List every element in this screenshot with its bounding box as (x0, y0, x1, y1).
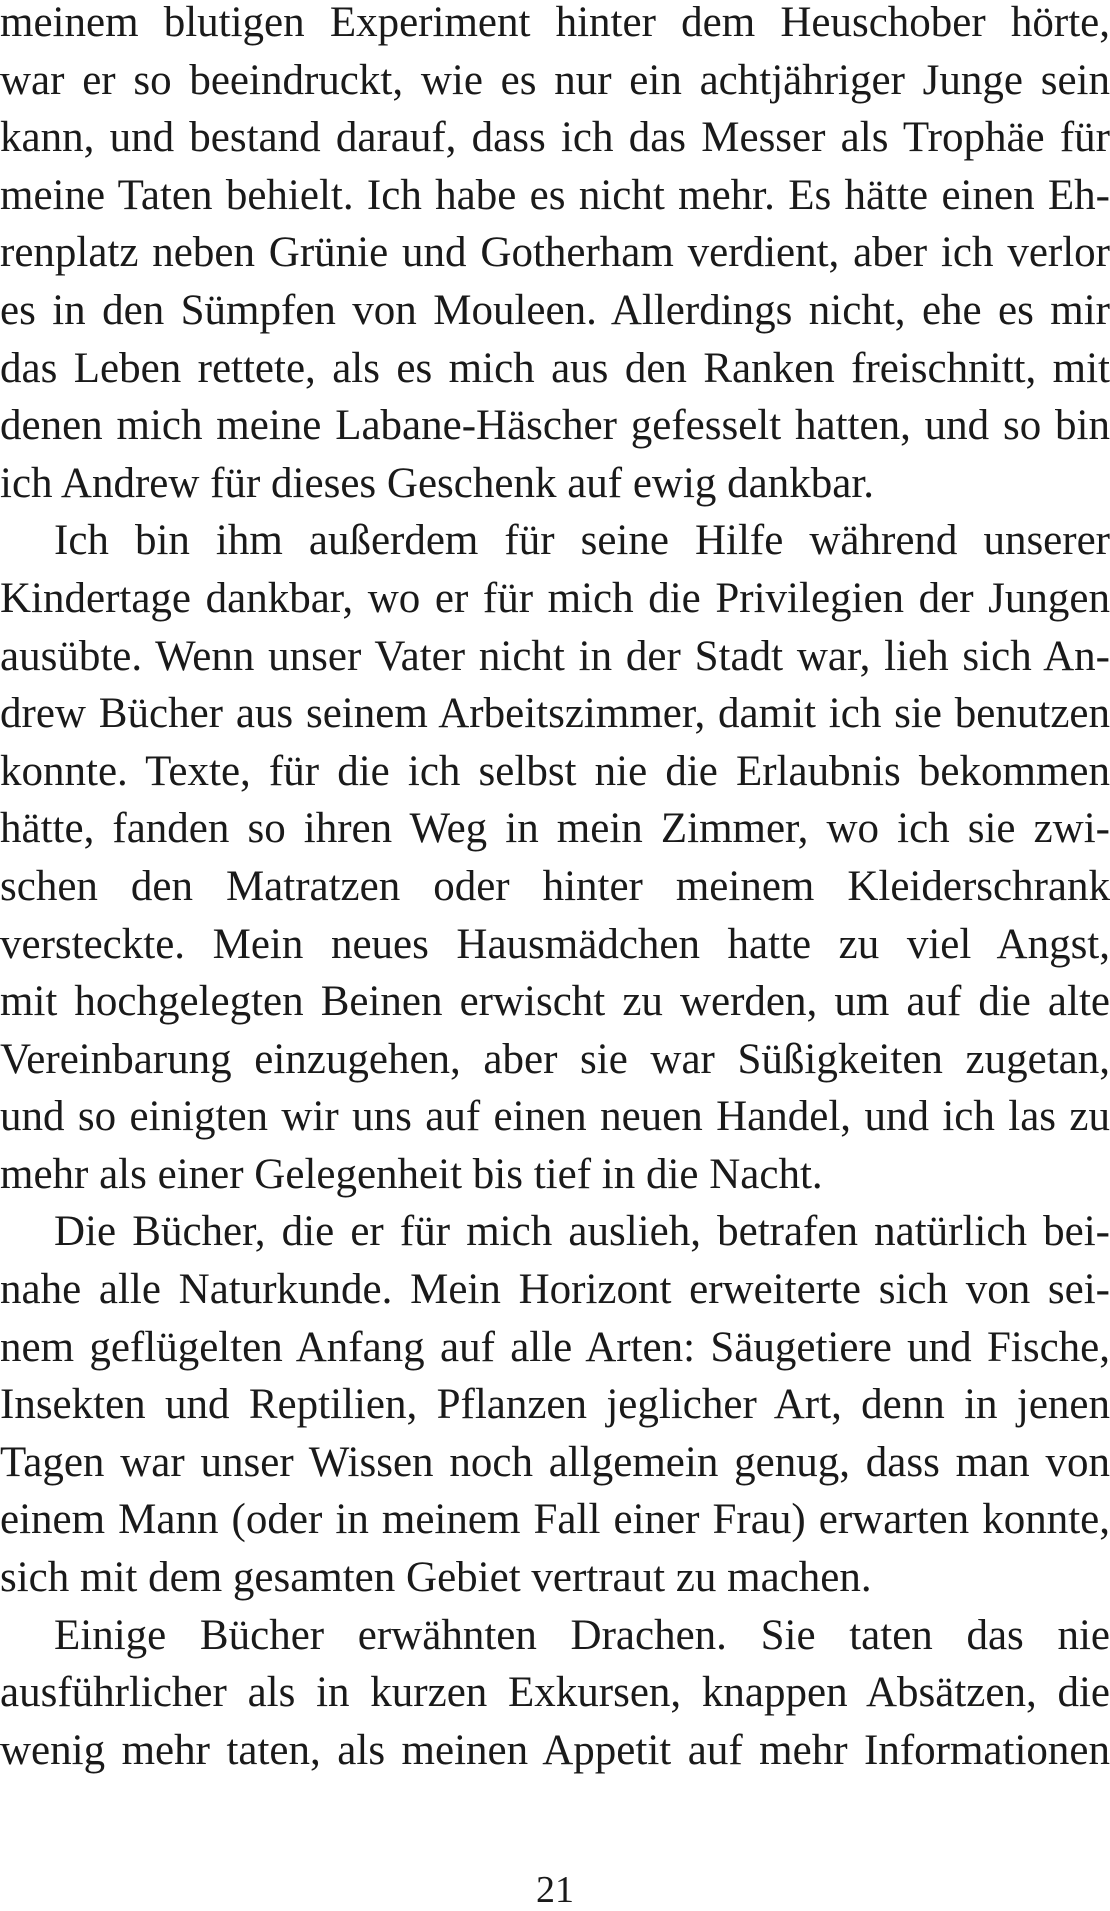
text-line: Kindertage dankbar, wo er für mich die Privilegien der Jungen (0, 574, 1110, 622)
text-line: Ich bin ihm außerdem für seine Hilfe während unserer (54, 517, 1110, 565)
text-line: nem geflügelten Anfang auf alle Arten: Säugetiere und Fische, (0, 1323, 1110, 1371)
text-line: schen den Matratzen oder hinter meinem Kleiderschrank (0, 862, 1110, 910)
text-line: renplatz neben Grünie und Gotherham verdient, aber ich verlor (0, 229, 1110, 277)
text-line: war er so beeindruckt, wie es nur ein achtjähriger Junge sein (0, 56, 1110, 104)
text-line: ausführlicher als in kurzen Exkursen, knappen Absätzen, die (0, 1669, 1110, 1717)
text-line: Insekten und Reptilien, Pflanzen jeglicher Art, denn in jenen (0, 1381, 1110, 1429)
text-line: sich mit dem gesamten Gebiet vertraut zu machen. (0, 1554, 872, 1602)
text-line: versteckte. Mein neues Hausmädchen hatte zu viel Angst, (0, 920, 1110, 968)
text-line: ausübte. Wenn unser Vater nicht in der Stadt war, lieh sich An- (0, 632, 1110, 680)
text-line: Einige Bücher erwähnten Drachen. Sie taten das nie (54, 1611, 1110, 1659)
text-line: wenig mehr taten, als meinen Appetit auf mehr Informationen (0, 1726, 1110, 1774)
text-line: Tagen war unser Wissen noch allgemein genug, dass man von (0, 1438, 1110, 1486)
text-line: meinem blutigen Experiment hinter dem Heuschober hörte, (0, 0, 1110, 46)
text-line: denen mich meine Labane-Häscher gefesselt hatten, und so bin (0, 402, 1110, 450)
text-line: hätte, fanden so ihren Weg in mein Zimmer, wo ich sie zwi- (0, 805, 1110, 853)
text-line: ich Andrew für dieses Geschenk auf ewig dankbar. (0, 459, 875, 507)
text-line: mit hochgelegten Beinen erwischt zu werden, um auf die alte (0, 978, 1110, 1026)
text-line: Die Bücher, die er für mich auslieh, betrafen natürlich bei- (54, 1208, 1110, 1256)
text-line: und so einigten wir uns auf einen neuen Handel, und ich las zu (0, 1093, 1110, 1141)
page-number: 21 (536, 1869, 574, 1911)
text-line: das Leben rettete, als es mich aus den Ranken freischnitt, mit (0, 344, 1110, 392)
text-line: meine Taten behielt. Ich habe es nicht mehr. Es hätte einen Eh- (0, 171, 1110, 219)
text-line: einem Mann (oder in meinem Fall einer Frau) erwarten konnte, (0, 1496, 1110, 1544)
text-line: nahe alle Naturkunde. Mein Horizont erweiterte sich von sei- (0, 1266, 1110, 1314)
text-line: kann, und bestand darauf, dass ich das Messer als Trophäe für (0, 114, 1110, 162)
text-line: konnte. Texte, für die ich selbst nie die Erlaubnis bekommen (0, 747, 1110, 795)
text-line: mehr als einer Gelegenheit bis tief in die Nacht. (0, 1150, 823, 1198)
text-line: Vereinbarung einzugehen, aber sie war Süßigkeiten zugetan, (0, 1035, 1110, 1083)
text-line: es in den Sümpfen von Mouleen. Allerdings nicht, ehe es mir (0, 286, 1110, 334)
text-line: drew Bücher aus seinem Arbeitszimmer, damit ich sie benutzen (0, 690, 1110, 738)
